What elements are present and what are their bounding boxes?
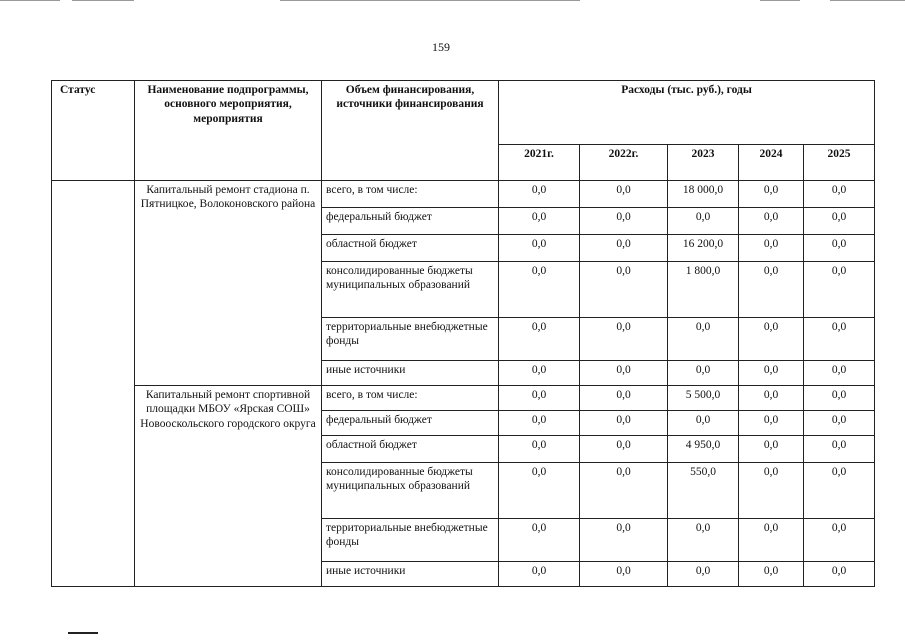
value-cell: 0,0 (580, 208, 668, 235)
scan-mark-bottom (68, 632, 98, 634)
value-cell: 0,0 (804, 361, 875, 386)
activity-name: Капитальный ремонт стадиона п. Пятницкое, Волоконовского района (135, 181, 322, 386)
value-cell: 0,0 (668, 318, 739, 361)
value-cell: 0,0 (499, 361, 580, 386)
funding-source: областной бюджет (322, 235, 499, 262)
value-cell: 0,0 (668, 562, 739, 587)
value-cell: 0,0 (580, 463, 668, 519)
value-cell: 0,0 (739, 562, 804, 587)
value-cell: 0,0 (804, 386, 875, 411)
status-cell (52, 181, 135, 587)
funding-source: консолидированные бюджеты муниципальных образований (322, 463, 499, 519)
value-cell: 0,0 (668, 208, 739, 235)
value-cell: 550,0 (668, 463, 739, 519)
header-year: 2024 (739, 145, 804, 181)
value-cell: 0,0 (804, 411, 875, 436)
value-cell: 0,0 (804, 262, 875, 318)
value-cell: 0,0 (668, 411, 739, 436)
value-cell: 0,0 (580, 235, 668, 262)
funding-source: территориальные внебюджетные фонды (322, 318, 499, 361)
value-cell: 0,0 (499, 519, 580, 562)
value-cell: 0,0 (739, 411, 804, 436)
funding-source: консолидированные бюджеты муниципальных образований (322, 262, 499, 318)
value-cell: 4 950,0 (668, 436, 739, 463)
value-cell: 0,0 (499, 463, 580, 519)
header-expenses: Расходы (тыс. руб.), годы (499, 81, 875, 145)
value-cell: 0,0 (668, 361, 739, 386)
budget-table (51, 80, 875, 587)
value-cell: 0,0 (804, 318, 875, 361)
funding-source: федеральный бюджет (322, 411, 499, 436)
funding-source: всего, в том числе: (322, 386, 499, 411)
value-cell: 5 500,0 (668, 386, 739, 411)
value-cell: 0,0 (739, 463, 804, 519)
value-cell: 0,0 (580, 361, 668, 386)
value-cell: 0,0 (739, 262, 804, 318)
header-year: 2022г. (580, 145, 668, 181)
value-cell: 0,0 (499, 262, 580, 318)
table-row (52, 181, 875, 208)
header-row (52, 81, 875, 145)
value-cell: 0,0 (739, 361, 804, 386)
value-cell: 0,0 (499, 318, 580, 361)
value-cell: 0,0 (739, 181, 804, 208)
value-cell: 0,0 (499, 436, 580, 463)
header-status: Статус (52, 81, 135, 181)
funding-source: всего, в том числе: (322, 181, 499, 208)
funding-source: иные источники (322, 562, 499, 587)
header-year: 2025 (804, 145, 875, 181)
value-cell: 0,0 (739, 436, 804, 463)
value-cell: 0,0 (580, 181, 668, 208)
funding-source: областной бюджет (322, 436, 499, 463)
value-cell: 0,0 (580, 262, 668, 318)
value-cell: 0,0 (499, 181, 580, 208)
value-cell: 0,0 (668, 519, 739, 562)
value-cell: 0,0 (580, 519, 668, 562)
funding-source: территориальные внебюджетные фонды (322, 519, 499, 562)
value-cell: 0,0 (580, 318, 668, 361)
value-cell: 0,0 (580, 436, 668, 463)
header-name: Наименование подпрограммы, основного мероприятия, мероприятия (135, 81, 322, 181)
value-cell: 18 000,0 (668, 181, 739, 208)
value-cell: 0,0 (804, 208, 875, 235)
value-cell: 0,0 (739, 386, 804, 411)
value-cell: 0,0 (580, 411, 668, 436)
value-cell: 0,0 (580, 386, 668, 411)
value-cell: 0,0 (499, 562, 580, 587)
value-cell: 1 800,0 (668, 262, 739, 318)
value-cell: 0,0 (804, 235, 875, 262)
value-cell: 0,0 (804, 562, 875, 587)
activity-name: Капитальный ремонт спортивной площадки МБОУ «Ярская СОШ» Новооскольского городского округа (135, 386, 322, 587)
funding-source: федеральный бюджет (322, 208, 499, 235)
value-cell: 0,0 (804, 519, 875, 562)
value-cell: 0,0 (499, 386, 580, 411)
table-row (52, 386, 875, 411)
value-cell: 0,0 (804, 436, 875, 463)
value-cell: 0,0 (499, 208, 580, 235)
header-year: 2023 (668, 145, 739, 181)
value-cell: 0,0 (804, 181, 875, 208)
value-cell: 0,0 (499, 411, 580, 436)
value-cell: 0,0 (739, 235, 804, 262)
value-cell: 16 200,0 (668, 235, 739, 262)
value-cell: 0,0 (739, 519, 804, 562)
value-cell: 0,0 (739, 208, 804, 235)
scan-edge-top (0, 0, 905, 2)
funding-source: иные источники (322, 361, 499, 386)
page-number: 159 (432, 40, 450, 54)
value-cell: 0,0 (804, 463, 875, 519)
value-cell: 0,0 (499, 235, 580, 262)
value-cell: 0,0 (739, 318, 804, 361)
header-funding: Объем финансирования, источники финансирования (322, 81, 499, 181)
header-year: 2021г. (499, 145, 580, 181)
value-cell: 0,0 (580, 562, 668, 587)
